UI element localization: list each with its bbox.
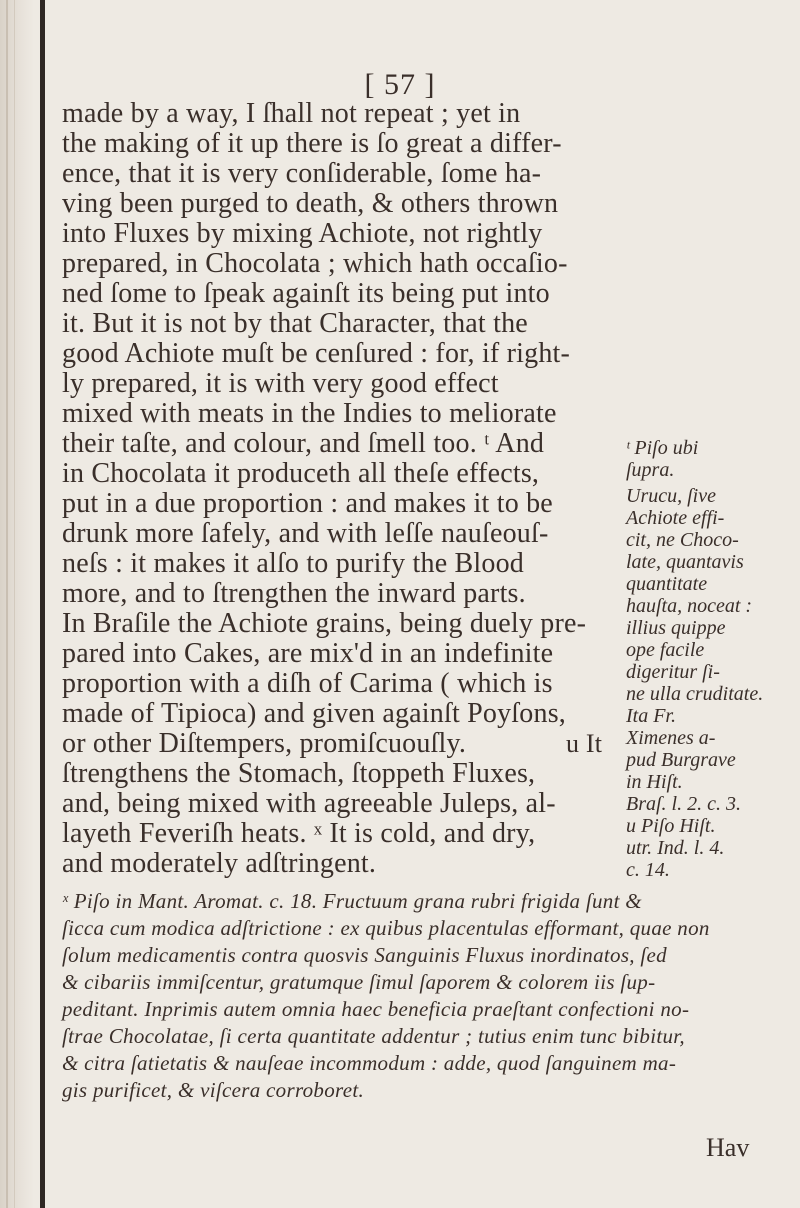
inline-note-marker: u It <box>566 729 603 758</box>
page-gutter <box>0 0 34 1208</box>
margin-note-line: Achiote effi- <box>626 507 725 529</box>
margin-note-line: illius quippe <box>626 617 726 639</box>
text-line: made of Tipioca) and given againſt Poyſons, <box>62 698 566 729</box>
text-line: ence, that it is very conſiderable, ſome ha- <box>62 158 542 189</box>
text-line: In Braſile the Achiote grains, being duely pre- <box>62 608 587 639</box>
margin-note-line: Braſ. l. 2. c. 3. <box>626 793 741 815</box>
margin-note-line: Ximenes a- <box>626 727 716 749</box>
text-line: made by a way, I ſhall not repeat ; yet in <box>62 98 521 129</box>
text-line: the making of it up there is ſo great a differ- <box>62 128 562 159</box>
text-line: it. But it is not by that Character, that the <box>62 308 528 339</box>
text-line: in Chocolata it produceth all theſe effects, <box>62 458 540 489</box>
footnote-line: ſicca cum modica adſtrictione : ex quibus placentulas efformant, quae non <box>62 916 710 940</box>
footnote-line: ˣ Piſo in Mant. Aromat. c. 18. Fructuum grana rubri frigida ſunt & <box>62 889 642 913</box>
binding-rule <box>40 0 45 1208</box>
footnote-line: ſolum medicamentis contra quosvis Sanguinis Fluxus inordinatos, ſed <box>62 943 667 967</box>
margin-note-line: c. 14. <box>626 859 670 881</box>
gutter-shadow <box>14 0 15 1208</box>
margin-note-line: ope facile <box>626 639 705 661</box>
text-line: or other Diſtempers, promiſcuouſly. <box>62 728 467 759</box>
text-line: their taſte, and colour, and ſmell too. ᵗ And <box>62 428 545 459</box>
footnote-line: & cibariis immiſcentur, gratumque ſimul ſaporem & colorem iis ſup- <box>62 970 656 994</box>
footnote-line: gis purificet, & viſcera corroboret. <box>62 1078 365 1102</box>
margin-note-line: hauſta, noceat : <box>626 595 753 617</box>
text-line: pared into Cakes, are mix'd in an indefinite <box>62 638 554 669</box>
text-line: ſtrengthens the Stomach, ſtoppeth Fluxes, <box>62 758 536 789</box>
margin-note-line: digeritur ſi- <box>626 661 720 683</box>
text-line: and, being mixed with agreeable Juleps, al- <box>62 788 556 819</box>
footnote-line: & citra ſatietatis & nauſeae incommodum : adde, quod ſanguinem ma- <box>62 1051 677 1075</box>
margin-note-line: quantitate <box>626 573 708 595</box>
margin-note-line: Ita Fr. <box>626 705 676 727</box>
page-number: [ 57 ] <box>364 68 436 101</box>
margin-note-line: in Hiſt. <box>626 771 683 793</box>
margin-note-line: ᵗ Piſo ubi <box>626 437 699 459</box>
margin-note-line: ne ulla cruditate. <box>626 683 764 705</box>
margin-note-line: ſupra. <box>626 459 675 481</box>
margin-note-line: Urucu, ſive <box>626 485 716 507</box>
text-line: ned ſome to ſpeak againſt its being put into <box>62 278 550 309</box>
text-line: drunk more ſafely, and with leſſe nauſeouſ- <box>62 518 549 549</box>
text-line: layeth Feveriſh heats. ˣ It is cold, and dry, <box>62 818 536 849</box>
text-line: more, and to ſtrengthen the inward parts. <box>62 578 526 609</box>
text-line: mixed with meats in the Indies to meliorate <box>62 398 557 429</box>
margin-note-line: late, quantavis <box>626 551 744 573</box>
margin-note-line: pud Burgrave <box>626 749 736 771</box>
margin-note-line: utr. Ind. l. 4. <box>626 837 725 859</box>
text-line: neſs : it makes it alſo to purify the Blood <box>62 548 524 579</box>
text-line: prepared, in Chocolata ; which hath occaſio- <box>62 248 568 279</box>
text-line: proportion with a diſh of Carima ( which is <box>62 668 553 699</box>
margin-note-line: u Piſo Hiſt. <box>626 815 716 837</box>
text-line: into Fluxes by mixing Achiote, not rightly <box>62 218 543 249</box>
footnote-line: peditant. Inprimis autem omnia haec beneficia praeſtant confectioni no- <box>62 997 690 1021</box>
catchword: Hav <box>706 1133 750 1162</box>
text-line: ving been purged to death, & others thrown <box>62 188 559 219</box>
text-line: ly prepared, it is with very good effect <box>62 368 499 399</box>
footnote-line: ſtrae Chocolatae, ſi certa quantitate addentur ; tutius enim tunc bibitur, <box>62 1024 685 1048</box>
text-line: good Achiote muſt be cenſured : for, if right- <box>62 338 571 369</box>
margin-note-line: cit, ne Choco- <box>626 529 739 551</box>
gutter-shadow <box>6 0 8 1208</box>
text-line: and moderately adſtringent. <box>62 848 377 879</box>
text-line: put in a due proportion : and makes it to be <box>62 488 553 519</box>
